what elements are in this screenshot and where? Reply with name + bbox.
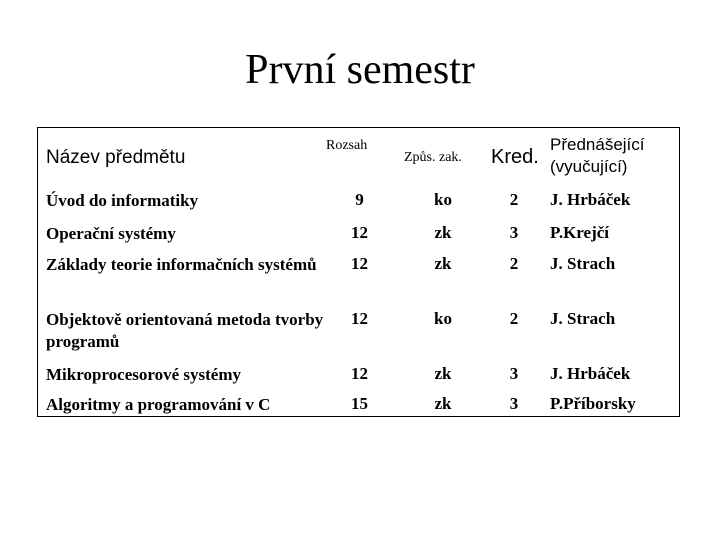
course-rozsah: 12 [351,364,368,383]
header-rozsah: Rozsah [326,138,368,153]
course-rozsah: 12 [351,309,368,328]
course-prednasejici: J. Hrbáček [550,190,631,209]
header-prednasejici-line1: Přednášející [550,135,645,154]
course-zpusob: zk [434,223,452,242]
course-name: Úvod do informatiky [46,191,199,210]
course-zpusob: ko [434,309,452,328]
course-zpusob: zk [434,364,452,383]
course-zpusob: ko [434,190,452,209]
course-prednasejici: P.Krejčí [550,223,610,242]
course-name: Mikroprocesorové systémy [46,365,241,384]
course-prednasejici: J. Strach [550,309,616,328]
header-prednasejici-line2: (vyučující) [550,157,628,176]
course-name: Operační systémy [46,224,176,243]
course-prednasejici: P.Příborsky [550,394,636,413]
course-rozsah: 12 [351,223,368,242]
header-course-name: Název předmětu [46,147,186,168]
course-kredity: 2 [509,309,519,328]
course-rozsah: 9 [355,190,364,209]
page-title: První semestr [245,47,475,93]
course-rozsah: 15 [351,394,368,413]
header-prednasejici [550,134,645,178]
course-zpusob: zk [434,254,452,273]
course-name: Základy teorie informačních systémů [46,255,317,274]
course-table [37,127,680,417]
course-kredity: 2 [509,190,519,209]
course-prednasejici: J. Strach [550,254,616,273]
course-kredity: 3 [509,394,519,413]
course-kredity: 3 [509,223,519,242]
course-rozsah: 12 [351,254,368,273]
header-kredity: Kred. [491,146,539,168]
course-kredity: 3 [509,364,519,383]
header-zpusob: Způs. zak. [404,150,462,165]
course-kredity: 2 [509,254,519,273]
course-name: Objektově orientovaná metoda tvorby programů [46,310,324,351]
course-prednasejici: J. Hrbáček [550,364,631,383]
course-zpusob: zk [434,394,452,413]
course-name: Algoritmy a programování v C [46,395,271,414]
